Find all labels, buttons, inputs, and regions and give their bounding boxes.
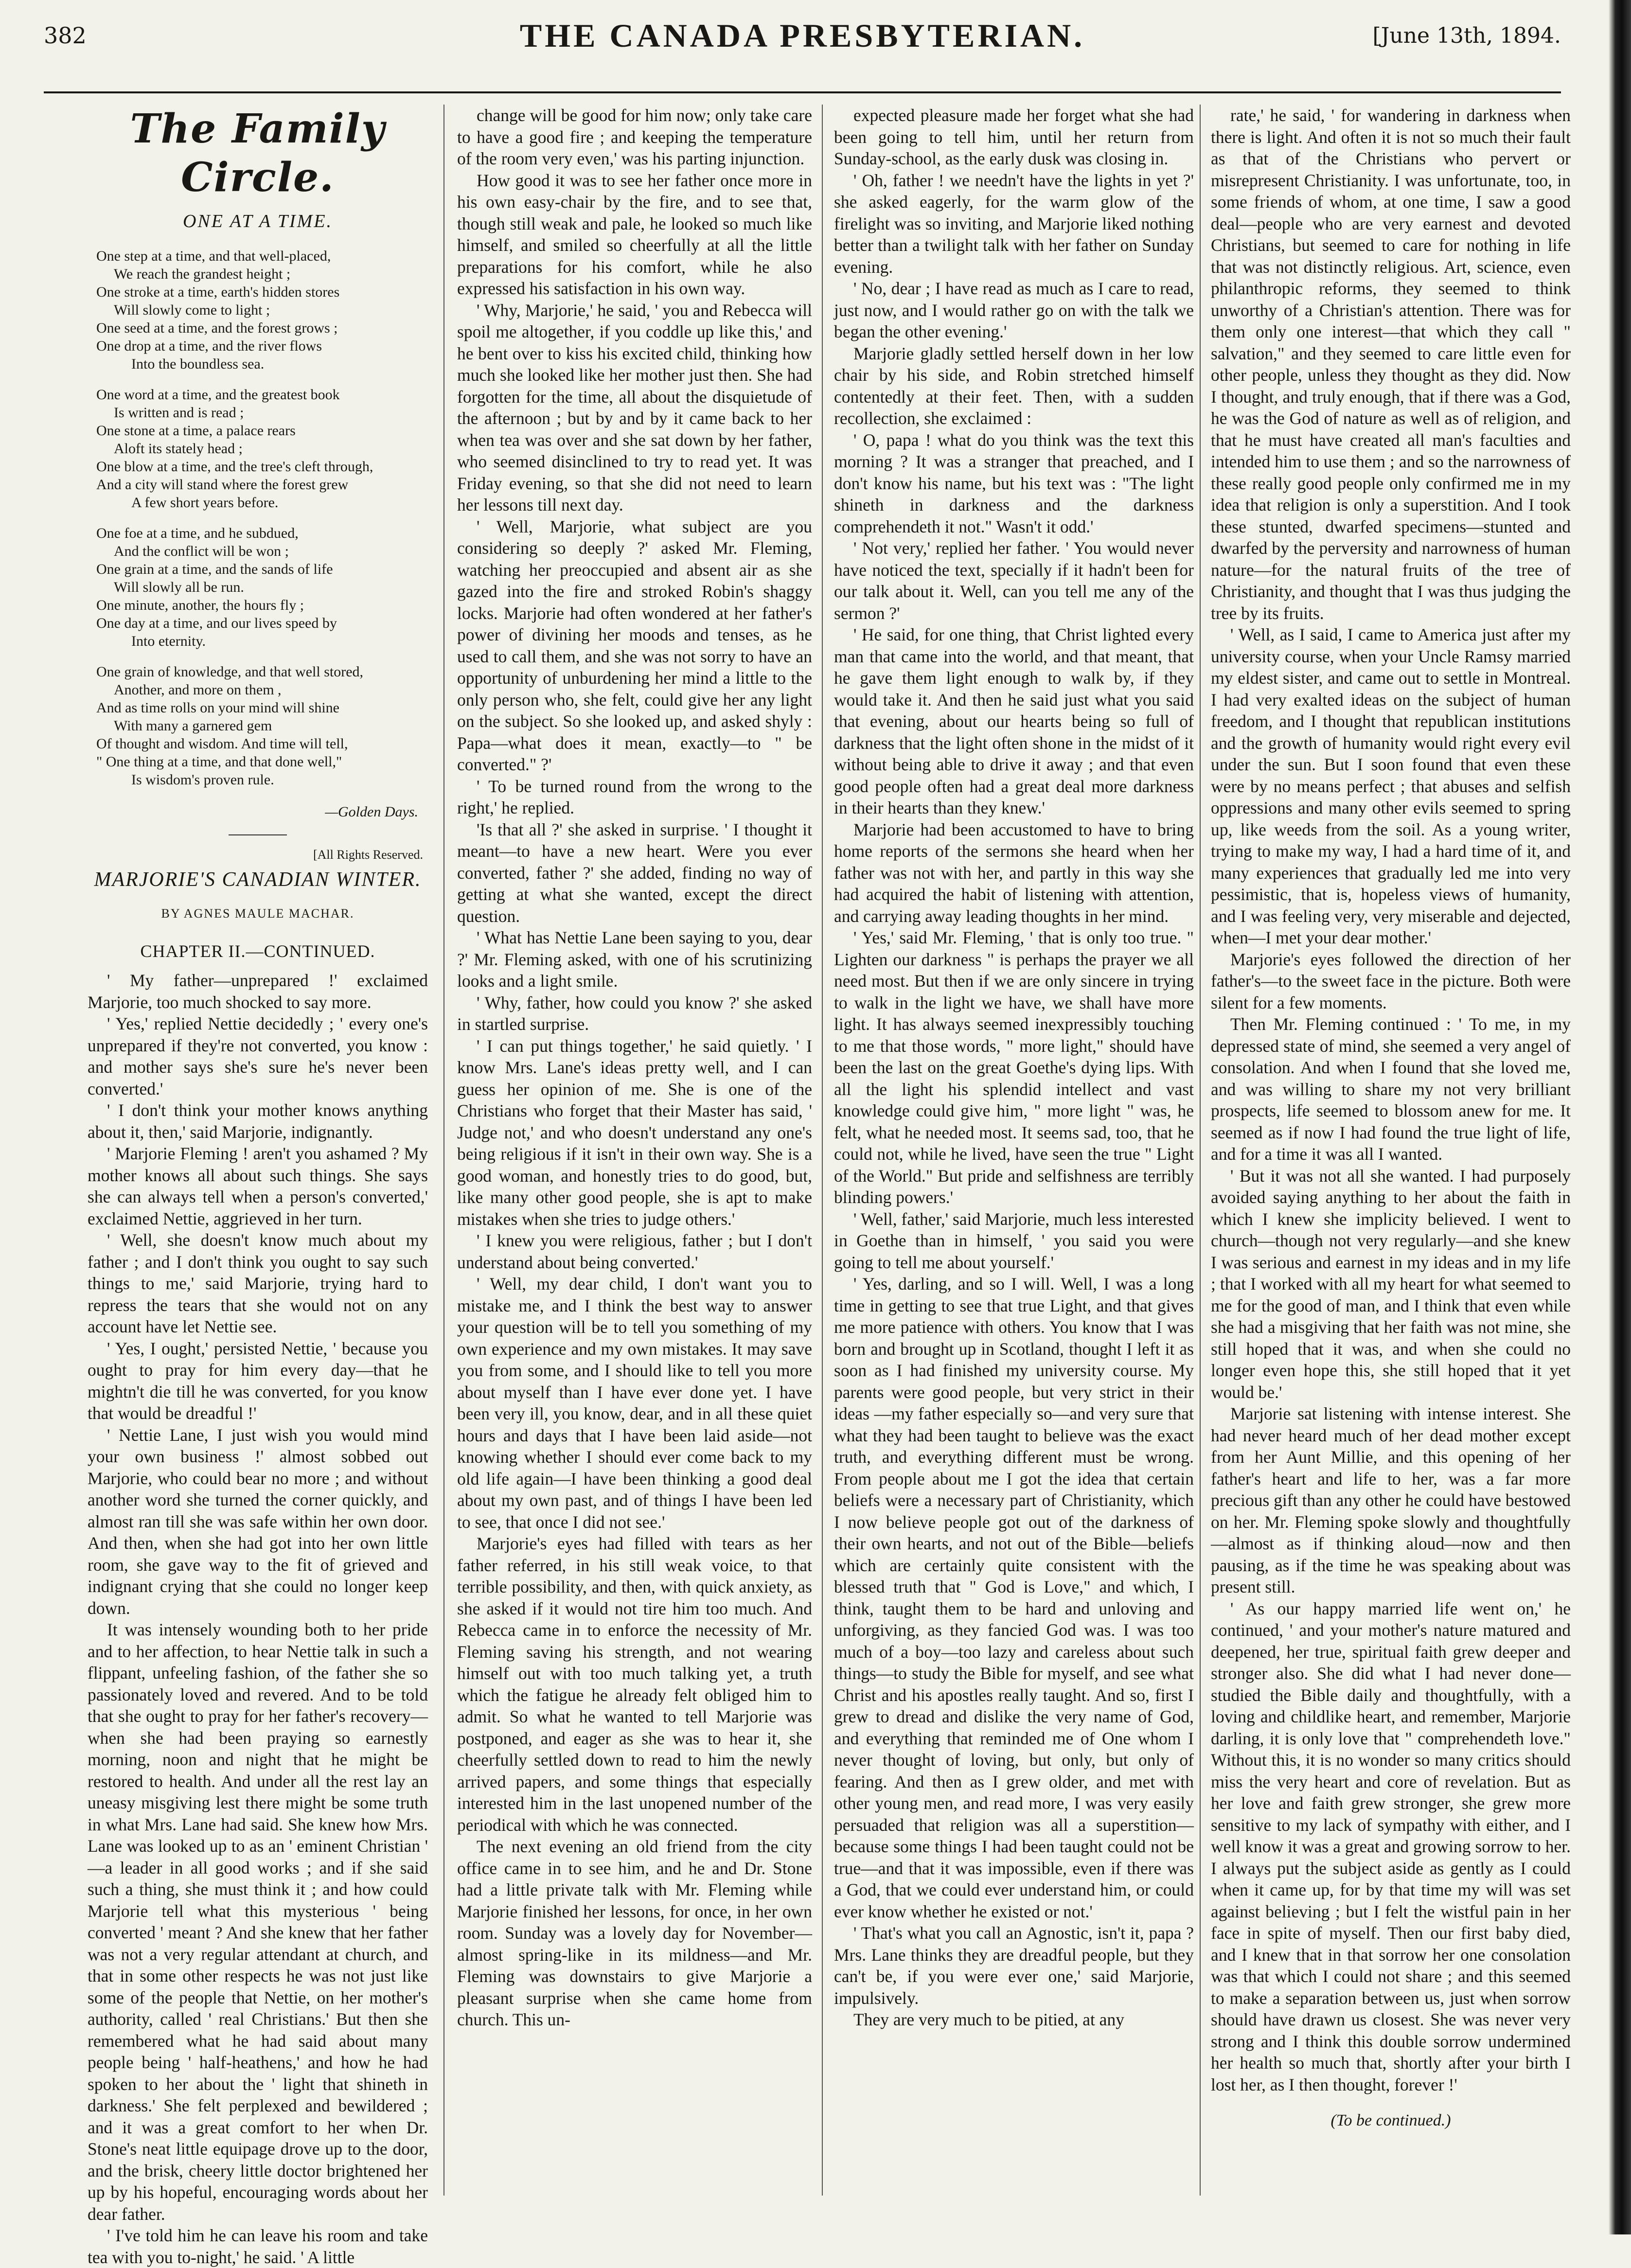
- paragraph: They are very much to be pitied, at any: [853, 2010, 1124, 2029]
- poem-line: And the conflict will be won ;: [114, 543, 289, 559]
- poem-stanza: [96, 247, 428, 373]
- poem-line: And as time rolls on your mind will shine: [96, 699, 339, 716]
- paragraph: Marjorie gladly settled herself down in her low chair by his side, and Robin stretched himself contentedly at their feet. Then, with a sudden recollection, she exclaimed :: [834, 343, 1194, 428]
- column-4: [1211, 105, 1571, 2215]
- paragraph: ' Yes,' said Mr. Fleming, ' that is only too true. " Lighten our darkness " is perhaps the prayer we all need most. But then if we are only sincere in trying to walk in the light we have, we shall have more light. It has always seemed inexpressibly touching to me that those words, " more light," should have been the last on the great Goethe's dying lips. With all the light his splendid intellect and vast knowledge could give him, " more light " was, he felt, what he needed most. It seems sad, too, that he could not, while he lived, have seen the true " Light of the World." But pride and selfishness are terribly blinding powers.': [834, 928, 1194, 1207]
- poem-line: One foe at a time, and he subdued,: [96, 525, 299, 541]
- column-divider: [443, 105, 444, 2196]
- poem-line: Will slowly come to light ;: [114, 301, 270, 318]
- paragraph: ' I don't think your mother knows anything about it, then,' said Marjorie, indignantly.: [88, 1100, 428, 1142]
- paragraph: Marjorie's eyes followed the direction of her father's—to the sweet face in the picture. Both were silent for a few moments.: [1211, 949, 1571, 1012]
- paragraph: ' Yes,' replied Nettie decidedly ; ' every one's unprepared if they're not converted, you know : and mother says she's sure he's never been converted.': [88, 1014, 428, 1099]
- poem-stanza: [96, 524, 428, 650]
- paragraph: The next evening an old friend from the city office came in to see him, and he and Dr. Stone had a little private talk with Mr. Fleming while Marjorie finished her lessons, for once, in her own room. Sunday was a lovely day for November—almost spring-like in its mildness—and Mr. Fleming was downstairs to give Marjorie a pleasant surprise when she came home from church. This un-: [457, 1837, 812, 2029]
- paragraph: ' Yes, I ought,' persisted Nettie, ' because you ought to pray for him every day—that he mightn't die till he was converted, for you know that would be dreadful !': [88, 1338, 428, 1423]
- header-rule: [44, 91, 1561, 93]
- paragraph: ' He said, for one thing, that Christ lighted every man that came into the world, and that meant, that he gave them light enough to walk by, if they would take it. And then he said just what you said that evening, about our hearts being so full of darkness that the light often shone in the midst of it without being able to drive it away ; and that even good people often had a great deal more darkness in their hearts than they knew.': [834, 625, 1194, 817]
- paragraph: ' My father—unprepared !' exclaimed Marjorie, too much shocked to say more.: [88, 971, 428, 1012]
- paragraph: expected pleasure made her forget what she had been going to tell him, until her return from Sunday-school, as the early dusk was closing in.: [834, 106, 1194, 168]
- section-divider: [229, 834, 287, 835]
- paragraph: Then Mr. Fleming continued : ' To me, in my depressed state of mind, she seemed a very angel of consolation. And when I found that she loved me, and was willing to share my not very brilliant prospects, life seemed to blossom anew for me. It seemed as if now I had found the true light of life, and for a time it was all I wanted.: [1211, 1014, 1571, 1164]
- page-header: [44, 14, 1561, 91]
- paragraph: ' Marjorie Fleming ! aren't you ashamed ? My mother knows all about such things. She says she can always tell when a person's converted,' exclaimed Nettie, aggrieved in her turn.: [88, 1144, 428, 1228]
- issue-date: [June 13th, 1894.: [1372, 23, 1561, 48]
- poem-line: Aloft its stately head ;: [114, 440, 243, 457]
- paragraph: ' To be turned round from the wrong to the right,' he replied.: [457, 776, 812, 817]
- paragraph: ' What has Nettie Lane been saying to you, dear ?' Mr. Fleming asked, with one of his scrutinizing looks and a light smile.: [457, 928, 812, 991]
- chapter-heading: CHAPTER II.—CONTINUED.: [140, 941, 375, 961]
- paragraph: ' That's what you call an Agnostic, isn't it, papa ? Mrs. Lane thinks they are dreadful people, but they can't be, if you were ever one,' said Marjorie, impulsively.: [834, 1923, 1194, 2008]
- scan-edge-shadow: [1609, 0, 1631, 2234]
- poem-line: One stroke at a time, earth's hidden stores: [96, 284, 340, 300]
- poem-line: A few short years before.: [131, 494, 279, 511]
- column-3: [834, 105, 1194, 2215]
- paragraph: ' Yes, darling, and so I will. Well, I was a long time in getting to see that true Light, and that gives me more patience with others. You know that I was born and brought up in Scotland, thought I left it as soon as I had finished my university course. My parents were good people, but very strict in their ideas —my father especially so—and very sure that what they had been taught to believe was the exact truth, and everything different must be wrong. From people about me I got the idea that certain beliefs were a necessary part of Christianity, which I now believe people got out of the darkness of their own hearts, and not out of the Bible—beliefs which are certainly quite consistent with the blessed truth that " God is Love," and which, I think, taught them to be hard and unloving and unforgiving, as they fancied God was. I was too much of a boy—too lazy and careless about such things—to study the Bible for myself, and see what Christ and his apostles really taught. And so, first I grew to dread and dislike the very name of God, and everything that reminded me of One whom I never thought of loving, but only, but only of fearing. And then as I grew older, and met with other young men, and read more, I was very easily persuaded that religion was all a superstition—because some things I had been taught could not be true—and that it was impossible, even if there was a God, that we could ever understand him, or could ever know whether he existed or not.': [834, 1274, 1194, 1921]
- paragraph: ' Not very,' replied her father. ' You would never have noticed the text, specially if it hadn't been for our talk about it. Well, can you tell me any of the sermon ?': [834, 538, 1194, 623]
- paragraph: How good it was to see her father once more in his own easy-chair by the fire, and to see that, though still weak and pale, he looked so much like himself, and smiled so cheerfully at all the little preparations for his comfort, while he also expressed his satisfaction in his own way.: [457, 170, 812, 298]
- column-text: [834, 105, 1194, 2031]
- paragraph: ' Oh, father ! we needn't have the lights in yet ?' she asked eagerly, for the warm glow of the firelight was so inviting, and Marjorie liked nothing better than a twilight talk with her father on Sunday evening.: [834, 170, 1194, 277]
- paragraph: ' Well, Marjorie, what subject are you considering so deeply ?' asked Mr. Fleming, watching her preoccupied and absent air as she gazed into the fire and stroked Robin's shaggy locks. Marjorie had often wondered at her father's power of divining her moods and tenses, as he used to call them, and she was not sorry to have an opportunity of unburdening her mind a little to the only person who, she felt, could give her any light on the subject. So she looked up, and asked shyly : Papa—what does it mean, exactly—to " be converted." ?': [457, 516, 812, 774]
- poem-stanza: [96, 663, 428, 789]
- poem-line: One seed at a time, and the forest grows ;: [96, 319, 338, 336]
- poem-line: One stone at a time, a palace rears: [96, 422, 296, 439]
- story-title: MARJORIE'S CANADIAN WINTER.: [94, 868, 422, 891]
- column-1: [88, 105, 428, 2267]
- story-byline: BY AGNES MAULE MACHAR.: [161, 906, 355, 921]
- poem-line: One day at a time, and our lives speed by: [96, 615, 337, 631]
- paragraph: ' Why, Marjorie,' he said, ' you and Rebecca will spoil me altogether, if you coddle up like this,' and he bent over to kiss his excited child, thinking how much she looked like her mother just then. She had forgotten for the time, all about the disquietude of the afternoon ; but by and by it came back to her when tea was over and she sat down by her father, who seemed disinclined to try to read yet. It was Friday evening, so that she did not need to learn her lessons till next day.: [457, 300, 812, 514]
- poem-line: One grain at a time, and the sands of life: [96, 561, 333, 577]
- column-divider: [822, 105, 823, 2196]
- poem-line: One word at a time, and the greatest book: [96, 386, 340, 403]
- poem-line: We reach the grandest height ;: [114, 266, 291, 282]
- section-title: The Family Circle.: [130, 106, 386, 201]
- paragraph: ' I've told him he can leave his room and take tea with you to-night,' he said. ' A little: [88, 2226, 428, 2267]
- masthead: THE CANADA PRESBYTERIAN.: [519, 17, 1085, 54]
- poem-line: Of thought and wisdom. And time will tell,: [96, 735, 348, 752]
- column-divider: [1200, 105, 1201, 2196]
- paragraph: ' Why, father, how could you know ?' she asked in startled surprise.: [457, 992, 812, 1034]
- poem-line: Is written and is read ;: [114, 404, 244, 421]
- column-text: [88, 970, 428, 2268]
- paragraph: ' Nettie Lane, I just wish you would mind your own business !' almost sobbed out Marjorie, who could bear no more ; and without another word she turned the corner quickly, and almost ran till she was safe within her own door. And then, when she had got into her own little room, she gave way to the fit of grieved and indignant crying that she could no longer keep down.: [88, 1425, 428, 1618]
- paragraph: ' Well, as I said, I came to America just after my university course, when your Uncle Ramsy married my eldest sister, and came out to settle in Montreal. I had very exalted ideas on the subject of human freedom, and I thought that republican institutions and the growth of humanity would right every evil under the sun. But I soon found that even these were by no means perfect ; that abuses and selfish oppressions and many other evils seemed to spring up, like weeds from the soil. As a young writer, trying to make my way, I had a hard time of it, and many experiences that gradually led me into very pessimistic, that is, hopeless views of humanity, and I was feeling very, very miserable and dejected, when—I met your dear mother.': [1211, 625, 1571, 947]
- poem-line: One grain of knowledge, and that well stored,: [96, 663, 364, 680]
- paragraph: change will be good for him now; only take care to have a good fire ; and keeping the temperature of the room very even,' was his parting injunction.: [457, 106, 812, 168]
- poem-line: Another, and more on them ,: [114, 681, 282, 698]
- paragraph: Marjorie's eyes had filled with tears as her father referred, in his still weak voice, to that terrible possibility, and then, with quick anxiety, as she asked if it would not tire him too much. And Rebecca came in to enforce the necessity of Mr. Fleming saving his strength, and not wearing himself out with too much talking yet, a truth which the fatigue he already felt obliged him to admit. So what he wanted to tell Marjorie was postponed, and eager as she was to hear it, she cheerfully settled down to read to him the newly arrived papers, and some things that especially interested him in the last unopened number of the periodical with which he was connected.: [457, 1534, 812, 1835]
- paragraph: ' I knew you were religious, father ; but I don't understand about being converted.': [457, 1231, 812, 1272]
- paragraph: ' But it was not all she wanted. I had purposely avoided saying anything to her about the faith in which I knew she implicity believed. I went to church—though not very regularly—and she knew I was serious and earnest in my ideas and in my life ; that I worked with all my heart for what seemed to me for the good of man, and I think that even while she had a misgiving that her faith was not mine, she still hoped that it was, and when she could no longer even hope this, she still hoped that it yet would be.': [1211, 1166, 1571, 1402]
- poem-line: Is wisdom's proven rule.: [131, 771, 274, 788]
- paragraph: Marjorie sat listening with intense interest. She had never heard much of her dead mother except from her Aunt Millie, and this opening of her father's heart and life to her, was a far more precious gift than any other he could have bestowed on her. Mr. Fleming spoke slowly and thoughtfully—almost as if thinking aloud—now and then pausing, as if the time he was speaking about was present still.: [1211, 1404, 1571, 1596]
- paragraph: ' O, papa ! what do you think was the text this morning ? It was a stranger that preached, and I don't know his name, but his text was : "The light shineth in darkness and the darkness comprehendeth it not." Wasn't it odd.': [834, 430, 1194, 536]
- paragraph: ' Well, she doesn't know much about my father ; and I don't think you ought to say such things to me,' said Marjorie, trying hard to repress the tears that she would not on any account have let Nettie see.: [88, 1230, 428, 1336]
- column-text: [1211, 105, 1571, 2095]
- poem-attribution: —Golden Days.: [325, 803, 418, 820]
- poem-line: Into the boundless sea.: [131, 355, 265, 372]
- poem-title: ONE AT A TIME.: [182, 211, 333, 231]
- rights-notice: [All Rights Reserved.: [313, 848, 423, 862]
- poem-line: With many a garnered gem: [114, 717, 272, 734]
- poem-line: One drop at a time, and the river flows: [96, 337, 322, 354]
- poem: [96, 247, 428, 789]
- poem-line: One minute, another, the hours fly ;: [96, 597, 304, 613]
- poem-line: Into eternity.: [131, 633, 206, 649]
- paragraph: ' I can put things together,' he said quietly. ' I know Mrs. Lane's ideas pretty well, and I can guess her opinion of me. She is one of the Christians who forget that their Master has said, ' Judge not,' and who doesn't understand any one's being religious if it isn't in their own way. She is a good woman, and honestly tries to do good, but, like many other good people, she is apt to make mistakes when she tries to judge others.': [457, 1036, 812, 1229]
- paragraph: 'Is that all ?' she asked in surprise. ' I thought it meant—to have a new heart. Were you ever converted, father ?' she added, finding no way of getting at what she wanted, except the direct question.: [457, 819, 812, 926]
- continued-notice: (To be continued.): [1330, 2111, 1451, 2129]
- poem-line: Will slowly all be run.: [114, 579, 244, 595]
- poem-line: And a city will stand where the forest grew: [96, 476, 349, 493]
- paragraph: rate,' he said, ' for wandering in darkness when there is light. And often it is not so much their fault as that of the Christians who pervert or misrepresent Christianity. I was unfortunate, too, in some friends of whom, at one time, I saw a good deal—people who are very earnest and devoted Christians, but seemed to care for nothing in life that was not distinctly religious. Art, science, even philanthropic reforms, they seemed to think unworthy of a Christian's attention. There was for them only one interest—that which they call " salvation," and they seemed to care little even for other people, unless they thought as they did. Now I thought, and truly enough, that if there was a God, he was the God of nature as well as of religion, and that he must have created all man's faculties and intended him to use them ; and so the narrowness of these really good people only confirmed me in my idea that religion is only a superstition. And I took these stunted, dwarfed specimens—stunted and dwarfed by the perversity and narrowness of human nature—for the natural fruits of the tree of Christianity, and thought that I was thus judging the tree by its fruits.: [1211, 106, 1571, 623]
- poem-line: " One thing at a time, and that done well,": [96, 753, 342, 770]
- paragraph: ' Well, my dear child, I don't want you to mistake me, and I think the best way to answer your question will be to tell you something of my own experience and my own mistakes. It may save you from some, and I should like to tell you more about myself than I have ever done yet. I have been very ill, you know, dear, and in all these quiet hours and days that I have been laid aside—not knowing whether I should ever come back to my old life again—I have been thinking a good deal about my own past, and of things I have been led to see, that once I did not see.': [457, 1274, 812, 1532]
- column-2: [457, 105, 812, 2215]
- poem-stanza: [96, 386, 428, 512]
- paragraph: Marjorie had been accustomed to have to bring home reports of the sermons she heard when her father was not with her, and partly in this way she had acquired the habit of listening with attention, and carrying away leading thoughts in her mind.: [834, 819, 1194, 926]
- paragraph: ' Well, father,' said Marjorie, much less interested in Goethe than in himself, ' you said you were going to tell me about yourself.': [834, 1209, 1194, 1272]
- page-number: 382: [44, 22, 87, 49]
- poem-line: One step at a time, and that well-placed,: [96, 248, 331, 264]
- paragraph: It was intensely wounding both to her pride and to her affection, to hear Nettie talk in such a flippant, unfeeling fashion, of the father she so passionately loved and revered. And to be told that she ought to pray for her father's recovery—when she had been praying so earnestly morning, noon and night that he might be restored to health. And under all the rest lay an uneasy misgiving lest there might be some truth in what Mrs. Lane had said. She knew how Mrs. Lane was looked up to as an ' eminent Christian ' —a leader in all good works ; and if she said such a thing, she must think it ; and how could Marjorie tell what this mysterious ' being converted ' meant ? And she knew that her father was not a very regular attendant at church, and that in some other respects he was not just like some of the people that Nettie, on her mother's authority, called ' real Christians.' But then she remembered what he had said about many people being ' half-heathens,' and how he had spoken to her about the ' light that shineth in darkness.' She felt perplexed and bewildered ; and it was a great comfort to her when Dr. Stone's neat little equipage drove up to the door, and the brisk, cheery little doctor brightened her up by his hopeful, encouraging words about her dear father.: [88, 1620, 428, 2224]
- paragraph: ' No, dear ; I have read as much as I care to read, just now, and I would rather go on with the talk we began the other evening.': [834, 279, 1194, 341]
- poem-line: One blow at a time, and the tree's cleft through,: [96, 458, 373, 475]
- column-text: [457, 105, 812, 2031]
- paragraph: ' As our happy married life went on,' he continued, ' and your mother's nature matured and deepened, her true, spiritual faith grew deeper and stronger also. She did what I had never done—studied the Bible daily and thoughtfully, with a loving and childlike heart, and remember, Marjorie darling, it is only love that " comprehendeth love." Without this, it is no wonder so many critics should miss the very heart and core of revelation. But as her love and faith grew stronger, she grew more sensitive to my lack of sympathy with either, and I well know it was a great and growing sorrow to her. I always put the subject aside as gently as I could when it came up, for by that time my will was set against believing ; but I felt the wistful pain in her face in spite of myself. Then our first baby died, and I knew that in that sorrow her one consolation was that which I could not share ; and this seemed to make a separation between us, just when sorrow should have drawn us closest. She was never very strong and I think this double sorrow undermined her health so much that, shortly after your birth I lost her, as I then thought, forever !': [1211, 1598, 1571, 2094]
